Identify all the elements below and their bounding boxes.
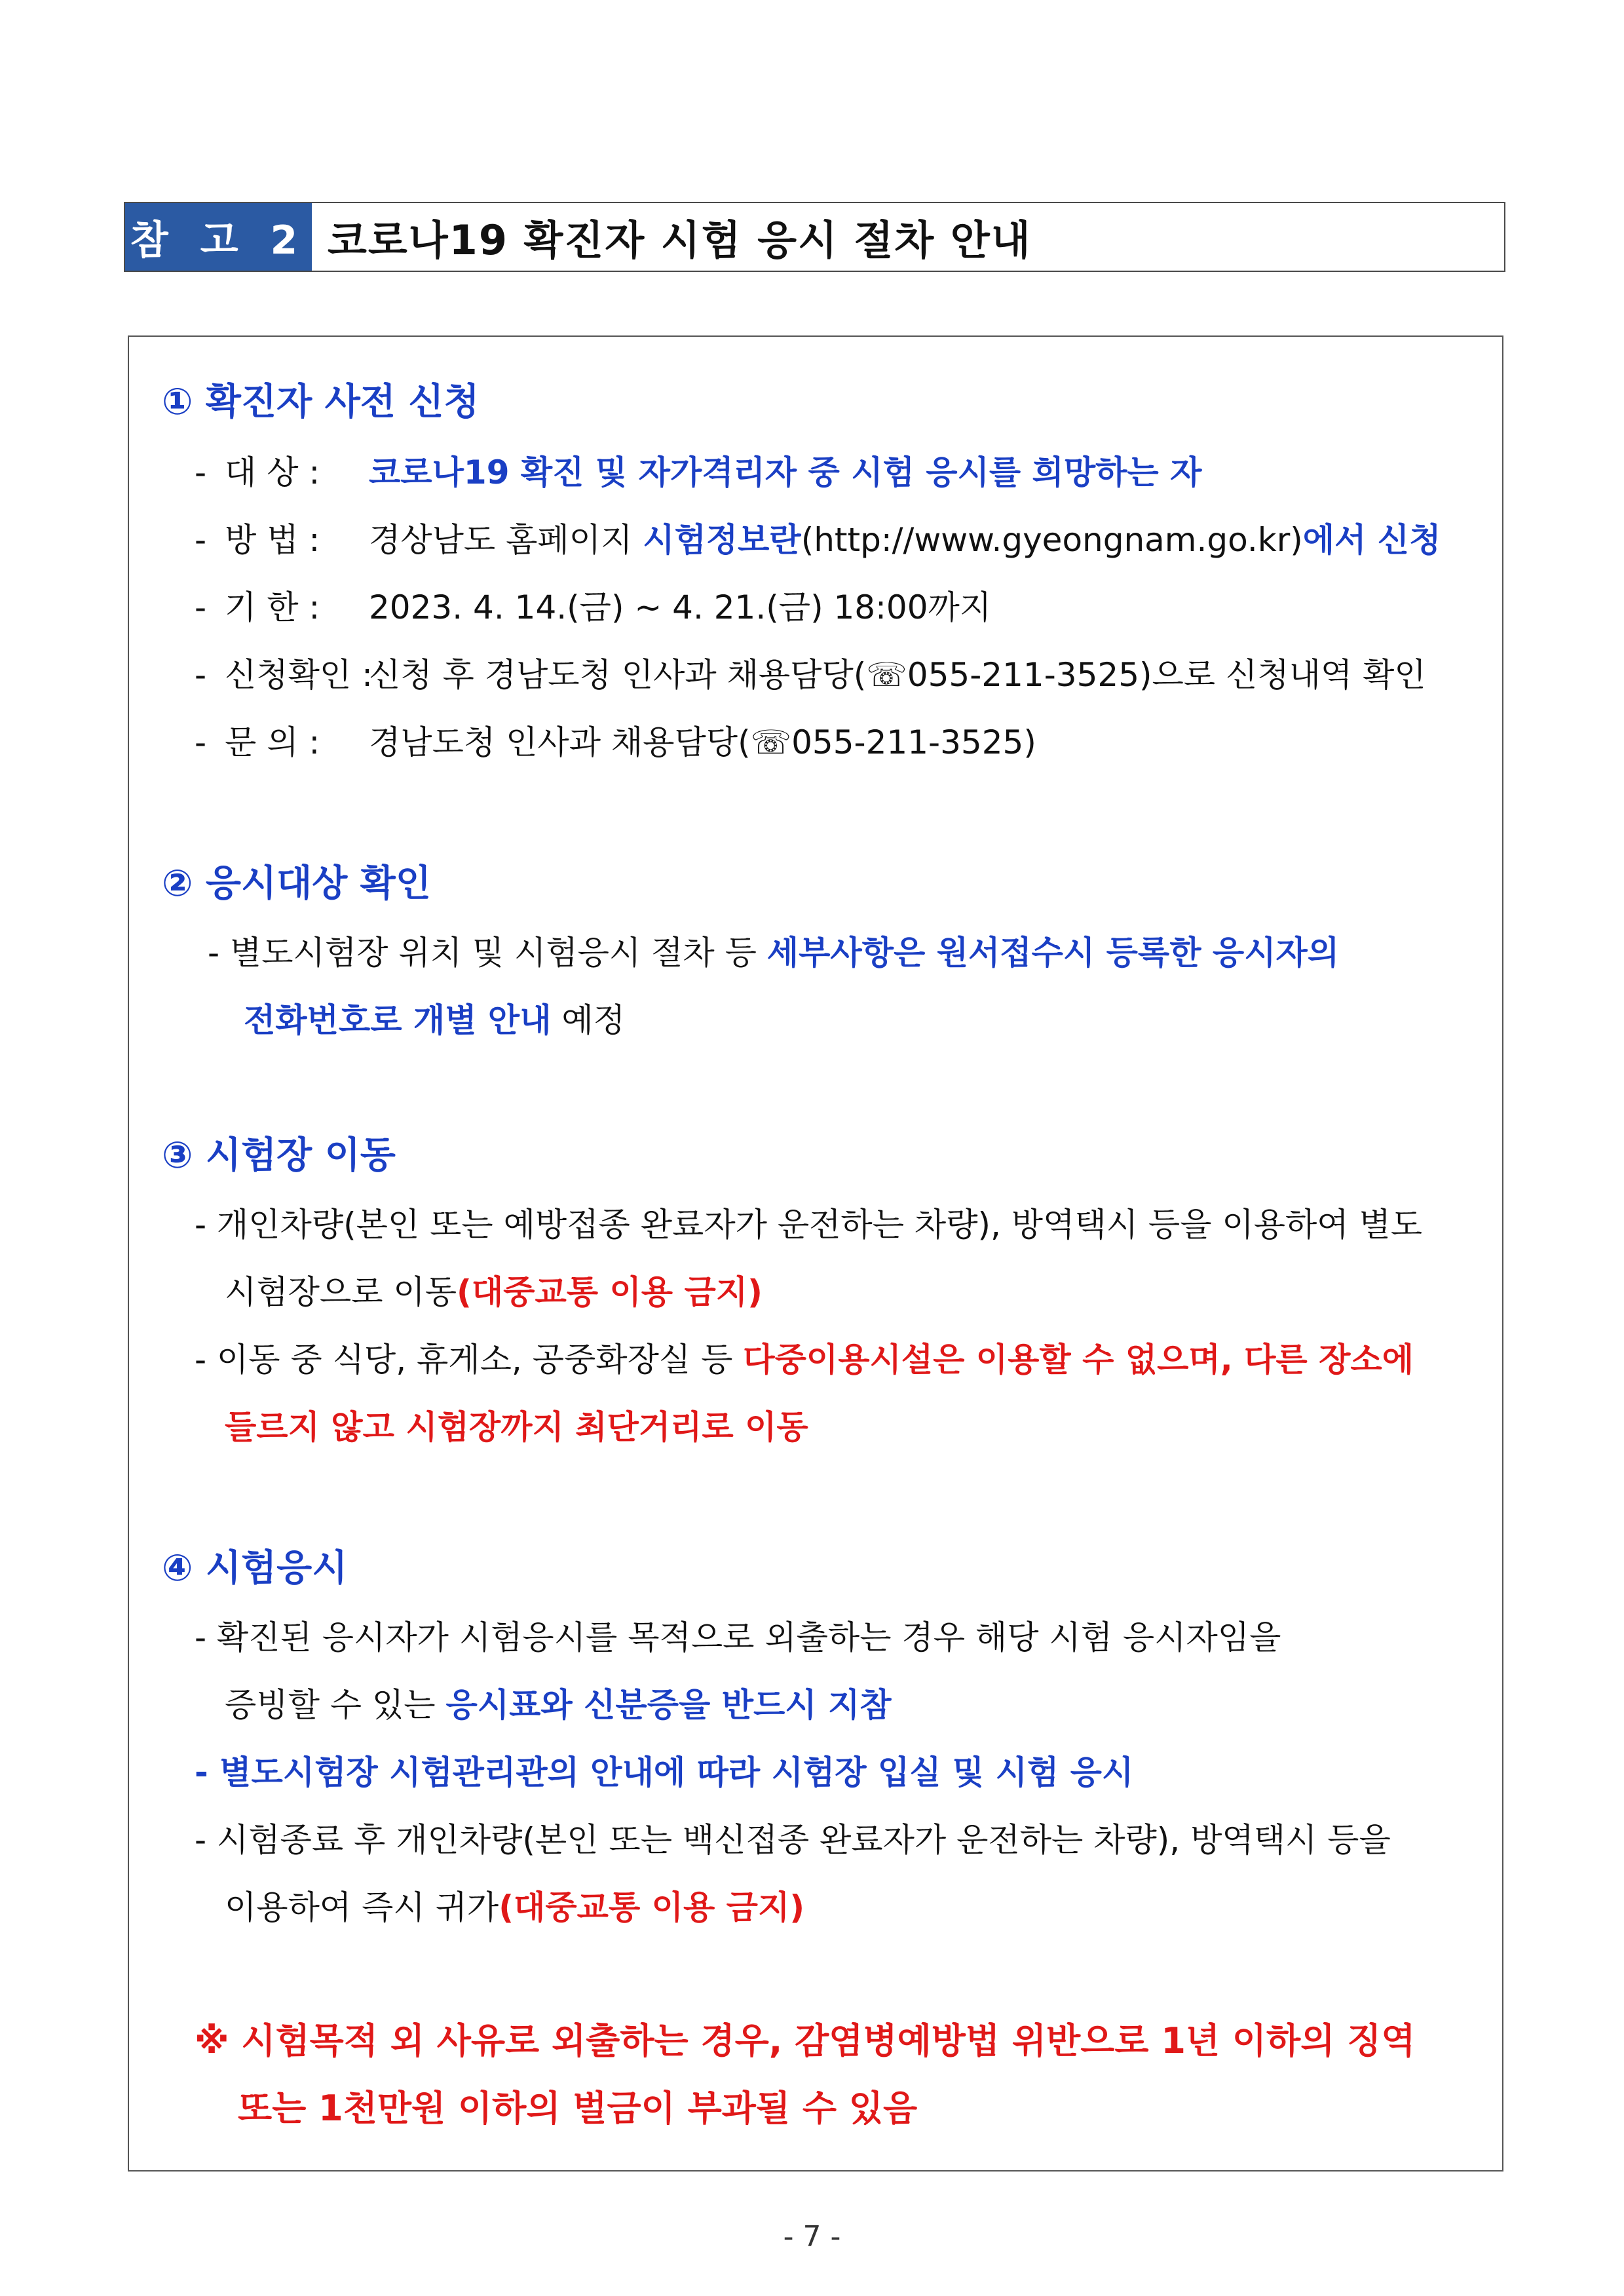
s1-row-target: - 대 상 : 코로나19 확진 및 자가격리자 중 시험 응시를 희망하는 자 <box>195 453 1202 491</box>
s1-row-deadline: - 기 한 : 2023. 4. 14.(금) ~ 4. 21.(금) 18:00까지 <box>195 588 992 626</box>
s2-line-1: - 별도시험장 위치 및 시험응시 절차 등 세부사항은 원서접수시 등록한 응시자의 <box>208 934 1340 972</box>
s4-bullet-3-line-2: 이용하여 즉시 귀가(대중교통 이용 금지) <box>225 1888 805 1926</box>
section-3-title: ③ 시험장 이동 <box>162 1134 396 1177</box>
reference-tag: 참 고 2 <box>125 203 312 271</box>
s3-bullet-1-line-2: 시험장으로 이동(대중교통 이용 금지) <box>225 1273 763 1311</box>
content-box <box>128 335 1503 2172</box>
s4-bullet-2: - 별도시험장 시험관리관의 안내에 따라 시험장 입실 및 시험 응시 <box>195 1753 1134 1791</box>
s3-bullet-1-line-1: - 개인차량(본인 또는 예방접종 완료자가 운전하는 차량), 방역택시 등을 이용하여 별도 <box>195 1206 1423 1244</box>
s4-bullet-1-line-1: - 확진된 응시자가 시험응시를 목적으로 외출하는 경우 해당 시험 응시자임을 <box>195 1618 1281 1656</box>
section-4-title: ④ 시험응시 <box>162 1547 348 1590</box>
s3-bullet-2-line-2: 들르지 않고 시험장까지 최단거리로 이동 <box>225 1408 808 1446</box>
s1-row-inquiry: - 문 의 : 경남도청 인사과 채용담당(☏055-211-3525) <box>195 723 1036 761</box>
s3-bullet-2-line-1: - 이동 중 식당, 휴게소, 공중화장실 등 다중이용시설은 이용할 수 없으며, 다른 장소에 <box>195 1341 1414 1379</box>
page-number: - 7 - <box>783 2220 841 2253</box>
s1-row-method: - 방 법 : 경상남도 홈페이지 시험정보란(http://www.gyeongnam.go.kr)에서 신청 <box>195 521 1441 559</box>
homepage-url: (http://www.gyeongnam.go.kr) <box>801 521 1303 559</box>
warning-note-line-1: ※ 시험목적 외 사유로 외출하는 경우, 감염병예방법 위반으로 1년 이하의 징역 <box>195 2020 1416 2061</box>
s2-line-2: 전화번호로 개별 안내 예정 <box>244 1001 626 1039</box>
section-2-title: ② 응시대상 확인 <box>162 862 431 905</box>
reference-header <box>124 202 1505 272</box>
document-title: 코로나19 확진자 시험 응시 절차 안내 <box>328 216 1032 264</box>
section-1-title: ① 확진자 사전 신청 <box>162 381 480 423</box>
warning-note-line-2: 또는 1천만원 이하의 벌금이 부과될 수 있음 <box>238 2088 918 2129</box>
s1-row-confirm: - 신청확인 :신청 후 경남도청 인사과 채용담당(☏055-211-3525)으로 신청내역 확인 <box>195 656 1426 694</box>
s4-bullet-1-line-2: 증빙할 수 있는 응시표와 신분증을 반드시 지참 <box>225 1686 892 1724</box>
s4-bullet-3-line-1: - 시험종료 후 개인차량(본인 또는 백신접종 완료자가 운전하는 차량), 방역택시 등을 <box>195 1821 1391 1859</box>
